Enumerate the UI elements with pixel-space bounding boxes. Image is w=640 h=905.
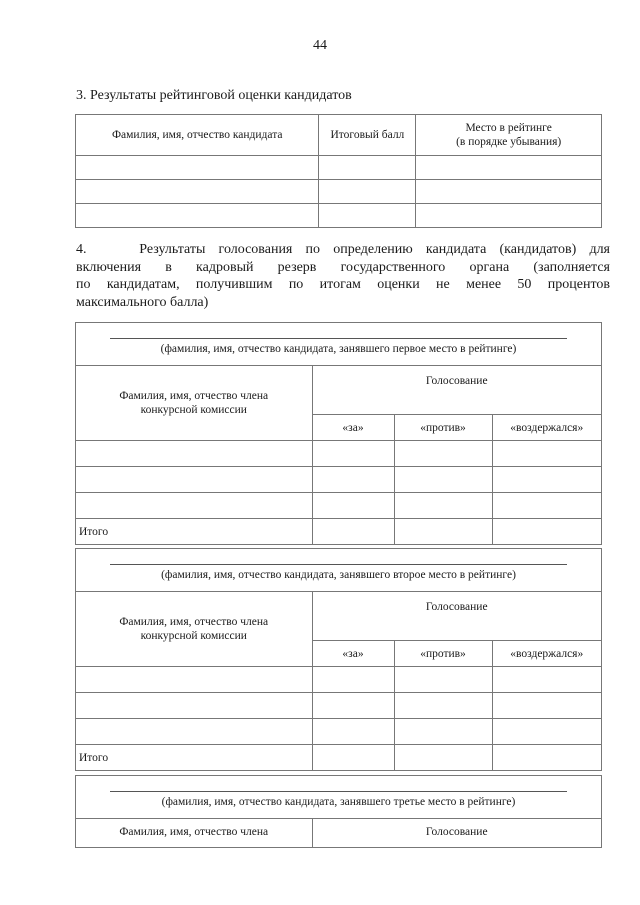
candidate-name-field[interactable] <box>76 323 601 366</box>
candidate-name-line <box>110 338 567 339</box>
table-cell[interactable] <box>492 519 601 545</box>
section-4-line: 4. Результаты голосования по определению кандидата (кандидатов) для <box>76 242 610 257</box>
table-cell[interactable] <box>492 467 601 493</box>
member-col-line1: Фамилия, имя, отчество члена <box>119 390 269 402</box>
table-row <box>76 719 601 745</box>
table-cell[interactable] <box>319 156 416 180</box>
col-for: «за» <box>312 415 394 441</box>
table-cell[interactable] <box>394 719 492 745</box>
candidate-name-line <box>110 791 567 792</box>
rating-table <box>75 114 602 228</box>
table-cell[interactable] <box>319 204 416 228</box>
table-cell[interactable] <box>312 745 394 771</box>
table-row <box>76 156 602 180</box>
table-row <box>76 467 601 493</box>
col-candidate-name: Фамилия, имя, отчество кандидата <box>76 115 319 156</box>
col-member-name: Фамилия, имя, отчество члена <box>76 819 312 847</box>
voting-block-first <box>75 322 602 545</box>
col-final-score: Итоговый балл <box>319 115 416 156</box>
col-voting: Голосование <box>312 592 601 641</box>
table-cell[interactable] <box>394 693 492 719</box>
col-member-name <box>76 592 312 667</box>
total-label: Итого <box>76 519 312 545</box>
col-against: «против» <box>394 641 492 667</box>
table-cell[interactable] <box>492 667 601 693</box>
col-rating-place-line1: Место в рейтинге <box>465 122 552 134</box>
member-col-line1: Фамилия, имя, отчество члена <box>119 616 269 628</box>
table-cell[interactable] <box>76 156 319 180</box>
table-row <box>76 204 602 228</box>
table-cell[interactable] <box>76 667 312 693</box>
table-cell[interactable] <box>76 180 319 204</box>
col-member-name <box>76 366 312 441</box>
table-row <box>76 693 601 719</box>
voting-block-third <box>75 775 602 848</box>
voting-table <box>76 366 601 544</box>
col-voting: Голосование <box>312 366 601 415</box>
table-cell[interactable] <box>76 693 312 719</box>
table-cell[interactable] <box>394 519 492 545</box>
candidate-caption: (фамилия, имя, отчество кандидата, занявшего третье место в рейтинге) <box>161 796 516 808</box>
total-row <box>76 519 601 545</box>
member-col-line2: конкурсной комиссии <box>140 630 247 642</box>
table-row <box>76 493 601 519</box>
table-row <box>76 180 602 204</box>
table-cell[interactable] <box>76 441 312 467</box>
table-cell[interactable] <box>394 467 492 493</box>
col-for: «за» <box>312 641 394 667</box>
table-cell[interactable] <box>319 180 416 204</box>
table-cell[interactable] <box>312 667 394 693</box>
table-cell[interactable] <box>416 204 602 228</box>
col-rating-place <box>416 115 602 156</box>
voting-table <box>76 819 601 847</box>
table-cell[interactable] <box>312 693 394 719</box>
table-cell[interactable] <box>312 519 394 545</box>
table-cell[interactable] <box>312 467 394 493</box>
total-label: Итого <box>76 745 312 771</box>
table-row <box>76 667 601 693</box>
section-4-line: максимального балла) <box>76 294 209 310</box>
table-cell[interactable] <box>394 493 492 519</box>
table-cell[interactable] <box>394 745 492 771</box>
table-cell[interactable] <box>492 693 601 719</box>
table-cell[interactable] <box>492 745 601 771</box>
candidate-caption: (фамилия, имя, отчество кандидата, занявшего второе место в рейтинге) <box>161 569 516 581</box>
table-cell[interactable] <box>76 467 312 493</box>
rating-table-header <box>76 115 602 156</box>
table-cell[interactable] <box>492 719 601 745</box>
section-3-title: 3. Результаты рейтинговой оценки кандидатов <box>76 88 352 103</box>
col-abstained: «воздержался» <box>492 641 601 667</box>
table-cell[interactable] <box>312 719 394 745</box>
voting-block-second <box>75 548 602 771</box>
table-cell[interactable] <box>416 156 602 180</box>
table-cell[interactable] <box>394 667 492 693</box>
table-cell[interactable] <box>312 441 394 467</box>
table-cell[interactable] <box>76 204 319 228</box>
col-voting: Голосование <box>425 826 488 838</box>
section-4-line: по кандидатам, получившим по итогам оценки не менее 50 процентов <box>76 277 610 292</box>
candidate-name-field[interactable] <box>76 776 601 819</box>
page-number: 44 <box>313 38 327 53</box>
table-cell[interactable] <box>394 441 492 467</box>
section-4-line: включения в кадровый резерв государственного органа (заполняется <box>76 259 610 275</box>
col-against: «против» <box>394 415 492 441</box>
table-row <box>76 441 601 467</box>
member-col-line2: конкурсной комиссии <box>140 404 247 416</box>
table-cell[interactable] <box>416 180 602 204</box>
table-cell[interactable] <box>492 493 601 519</box>
candidate-name-line <box>110 564 567 565</box>
col-abstained: «воздержался» <box>492 415 601 441</box>
voting-table <box>76 592 601 770</box>
candidate-name-field[interactable] <box>76 549 601 592</box>
section-4-text <box>76 241 610 311</box>
table-cell[interactable] <box>492 441 601 467</box>
candidate-caption: (фамилия, имя, отчество кандидата, занявшего первое место в рейтинге) <box>160 343 517 355</box>
total-row <box>76 745 601 771</box>
table-cell[interactable] <box>76 719 312 745</box>
table-cell[interactable] <box>312 493 394 519</box>
table-cell[interactable] <box>76 493 312 519</box>
col-rating-place-line2: (в порядке убывания) <box>456 136 562 148</box>
